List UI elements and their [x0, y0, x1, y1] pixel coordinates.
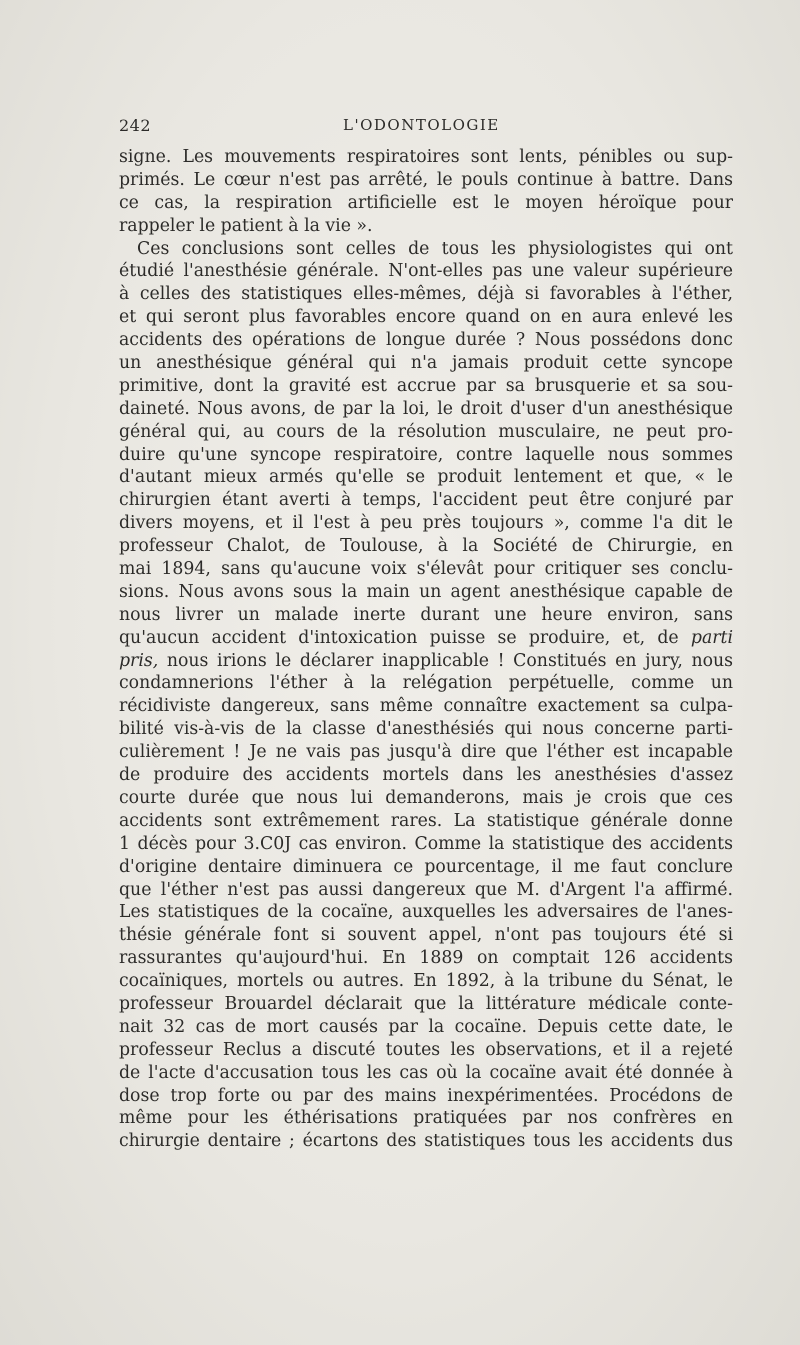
text-line: rassurantes qu'aujourd'hui. En 1889 on comptait 126 accidents [119, 948, 733, 969]
text-line: nous livrer un malade inerte durant une heure environ, sans [119, 604, 733, 625]
text-line: général qui, au cours de la résolution musculaire, ne peut pro- [119, 421, 733, 442]
body-text [119, 146, 733, 1153]
text-line: signe. Les mouvements respiratoires sont lents, pénibles ou sup- [119, 147, 733, 167]
text-line: étudié l'anesthésie générale. N'ont-elles pas une valeur supérieure [119, 261, 733, 282]
text-line: de l'acte d'accusation tous les cas où la cocaïne avait été donnée à [119, 1062, 733, 1083]
text-line: que l'éther n'est pas aussi dangereux que M. d'Argent l'a affirmé. [119, 879, 733, 900]
text-line: rappeler le patient à la vie ». [119, 215, 373, 236]
text-line: et qui seront plus favorables encore quand on en aura enlevé les [119, 307, 733, 328]
text-line: culièrement ! Je ne vais pas jusqu'à dire que l'éther est incapable [119, 742, 733, 763]
text-line: 1 décès pour 3.C0J cas environ. Comme la statistique des accidents [119, 833, 733, 854]
italic-phrase: pris, [119, 650, 159, 671]
text-line: professeur Reclus a discuté toutes les observations, et il a rejeté [119, 1039, 733, 1060]
text-line: bilité vis-à-vis de la classe d'anesthésiés qui nous concerne parti- [119, 719, 733, 740]
text-line: accidents des opérations de longue durée ? Nous possédons donc [119, 330, 733, 351]
text-line: même pour les éthérisations pratiquées par nos confrères en [119, 1108, 733, 1129]
running-title: L'ODONTOLOGIE [343, 116, 500, 134]
page-header [119, 116, 733, 140]
text-line: à celles des statistiques elles-mêmes, déjà si favorables à l'éther, [119, 284, 733, 305]
text-line: Les statistiques de la cocaïne, auxquelles les adversaires de l'anes- [119, 902, 733, 923]
text-line: professeur Brouardel déclarait que la littérature médicale conte- [119, 993, 733, 1014]
text-line: daineté. Nous avons, de par la loi, le droit d'user d'un anesthésique [119, 398, 733, 419]
page-number: 242 [119, 116, 152, 135]
text-line: professeur Chalot, de Toulouse, à la Société de Chirurgie, en [119, 536, 733, 557]
text-line: divers moyens, et il l'est à peu près toujours », comme l'a dit le [119, 513, 733, 534]
text-line: sions. Nous avons sous la main un agent anesthésique capable de [119, 581, 733, 602]
text-line: primés. Le cœur n'est pas arrêté, le pouls continue à battre. Dans [119, 169, 733, 190]
text-line: chirurgie dentaire ; écartons des statistiques tous les accidents dus [119, 1131, 733, 1152]
text-line: d'origine dentaire diminuera ce pourcentage, il me faut conclure [119, 856, 733, 877]
text-line: cocaïniques, mortels ou autres. En 1892, à la tribune du Sénat, le [119, 971, 733, 992]
text-line: un anesthésique général qui n'a jamais produit cette syncope [119, 353, 733, 374]
text-line: courte durée que nous lui demanderons, mais je crois que ces [119, 787, 733, 808]
text-line: duire qu'une syncope respiratoire, contre laquelle nous sommes [119, 444, 733, 465]
text-line: dose trop forte ou par des mains inexpérimentées. Procédons de [119, 1085, 733, 1106]
italic-phrase: parti [690, 627, 733, 648]
paragraph-start-line: Ces conclusions sont celles de tous les physiologistes qui ont [137, 238, 733, 259]
text-line: thésie générale font si souvent appel, n'ont pas toujours été si [119, 925, 733, 946]
text-line: nait 32 cas de mort causés par la cocaïne. Depuis cette date, le [119, 1016, 733, 1037]
text-line: récidiviste dangereux, sans même connaître exactement sa culpa- [119, 696, 733, 717]
text-line: primitive, dont la gravité est accrue par sa brusquerie et sa sou- [119, 375, 733, 396]
text-line: mai 1894, sans qu'aucune voix s'élevât pour critiquer ses conclu- [119, 559, 733, 580]
text-line: de produire des accidents mortels dans les anesthésies d'assez [119, 765, 733, 786]
text-line: pris, nous irions le déclarer inapplicable ! Constitués en jury, nous [119, 650, 733, 671]
text-line: accidents sont extrêmement rares. La statistique générale donne [119, 810, 733, 831]
text-line: chirurgien étant averti à temps, l'accident peut être conjuré par [119, 490, 733, 511]
text-line: d'autant mieux armés qu'elle se produit lentement et que, « le [119, 467, 733, 488]
text-line: ce cas, la respiration artificielle est le moyen héroïque pour [119, 192, 733, 213]
text-segment: qu'aucun accident d'intoxication puisse se produire, et, de [119, 627, 679, 648]
text-line-with-italic [119, 627, 733, 650]
text-line: condamnerions l'éther à la relégation perpétuelle, comme un [119, 673, 733, 694]
